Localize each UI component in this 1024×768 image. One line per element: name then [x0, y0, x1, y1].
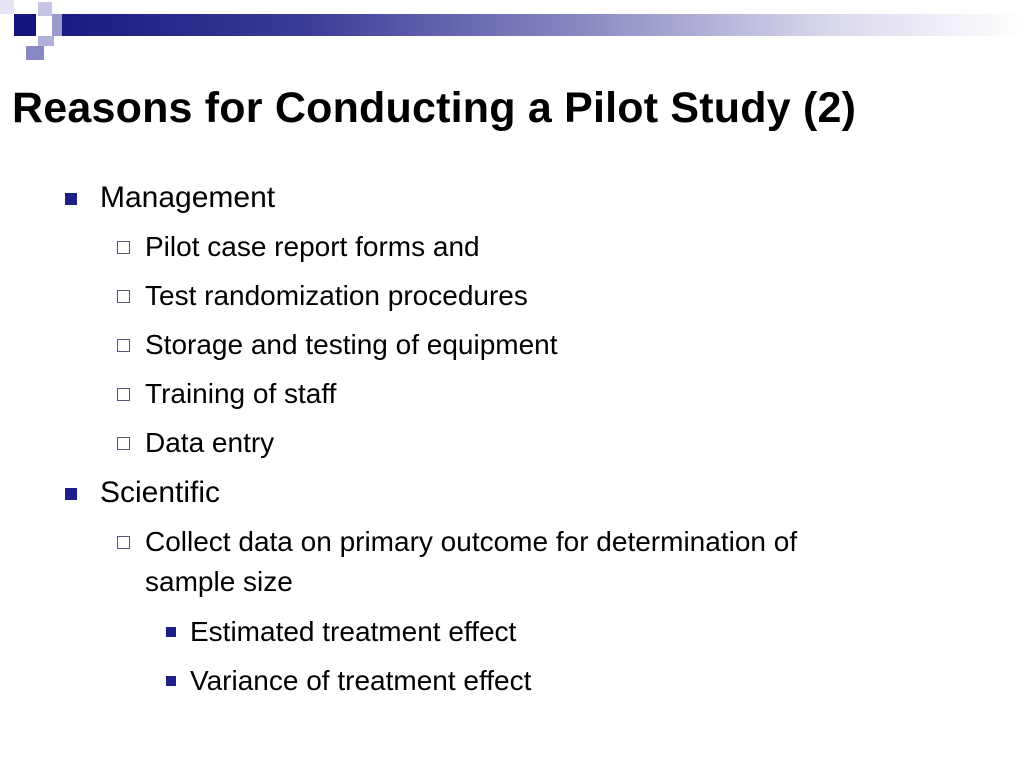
sub-bullet-item: Data entry: [145, 427, 275, 458]
header-decoration-square: [38, 2, 52, 16]
square-bullet-icon: [166, 676, 176, 686]
sub-sub-bullet-item: Variance of treatment effect: [190, 665, 532, 696]
sub-bullet-item: Collect data on primary outcome for determination of: [145, 526, 798, 557]
header-decoration-square: [38, 36, 54, 46]
bullet-management: Management: [100, 181, 276, 214]
header-decoration-square: [0, 0, 14, 14]
square-bullet-icon: [166, 627, 176, 637]
header-decoration-square: [26, 46, 44, 60]
hollow-square-bullet-icon: [117, 437, 130, 450]
hollow-square-bullet-icon: [117, 290, 130, 303]
sub-bullet-item: Training of staff: [145, 378, 337, 409]
hollow-square-bullet-icon: [117, 339, 130, 352]
bullet-scientific: Scientific: [100, 476, 221, 509]
sub-bullet-item: Storage and testing of equipment: [145, 329, 558, 360]
hollow-square-bullet-icon: [117, 536, 130, 549]
square-bullet-icon: [65, 488, 77, 500]
sub-bullet-item-continuation: sample size: [145, 566, 293, 597]
square-bullet-icon: [65, 193, 77, 205]
hollow-square-bullet-icon: [117, 388, 130, 401]
sub-bullet-item: Pilot case report forms and: [145, 231, 480, 262]
header-gradient-bar: [62, 14, 1024, 36]
sub-bullet-item: Test randomization procedures: [145, 280, 528, 311]
header-decoration-square: [14, 14, 36, 36]
header-decoration-square: [52, 14, 62, 36]
hollow-square-bullet-icon: [117, 241, 130, 254]
sub-sub-bullet-item: Estimated treatment effect: [190, 616, 517, 647]
slide-title: Reasons for Conducting a Pilot Study (2): [12, 84, 857, 132]
